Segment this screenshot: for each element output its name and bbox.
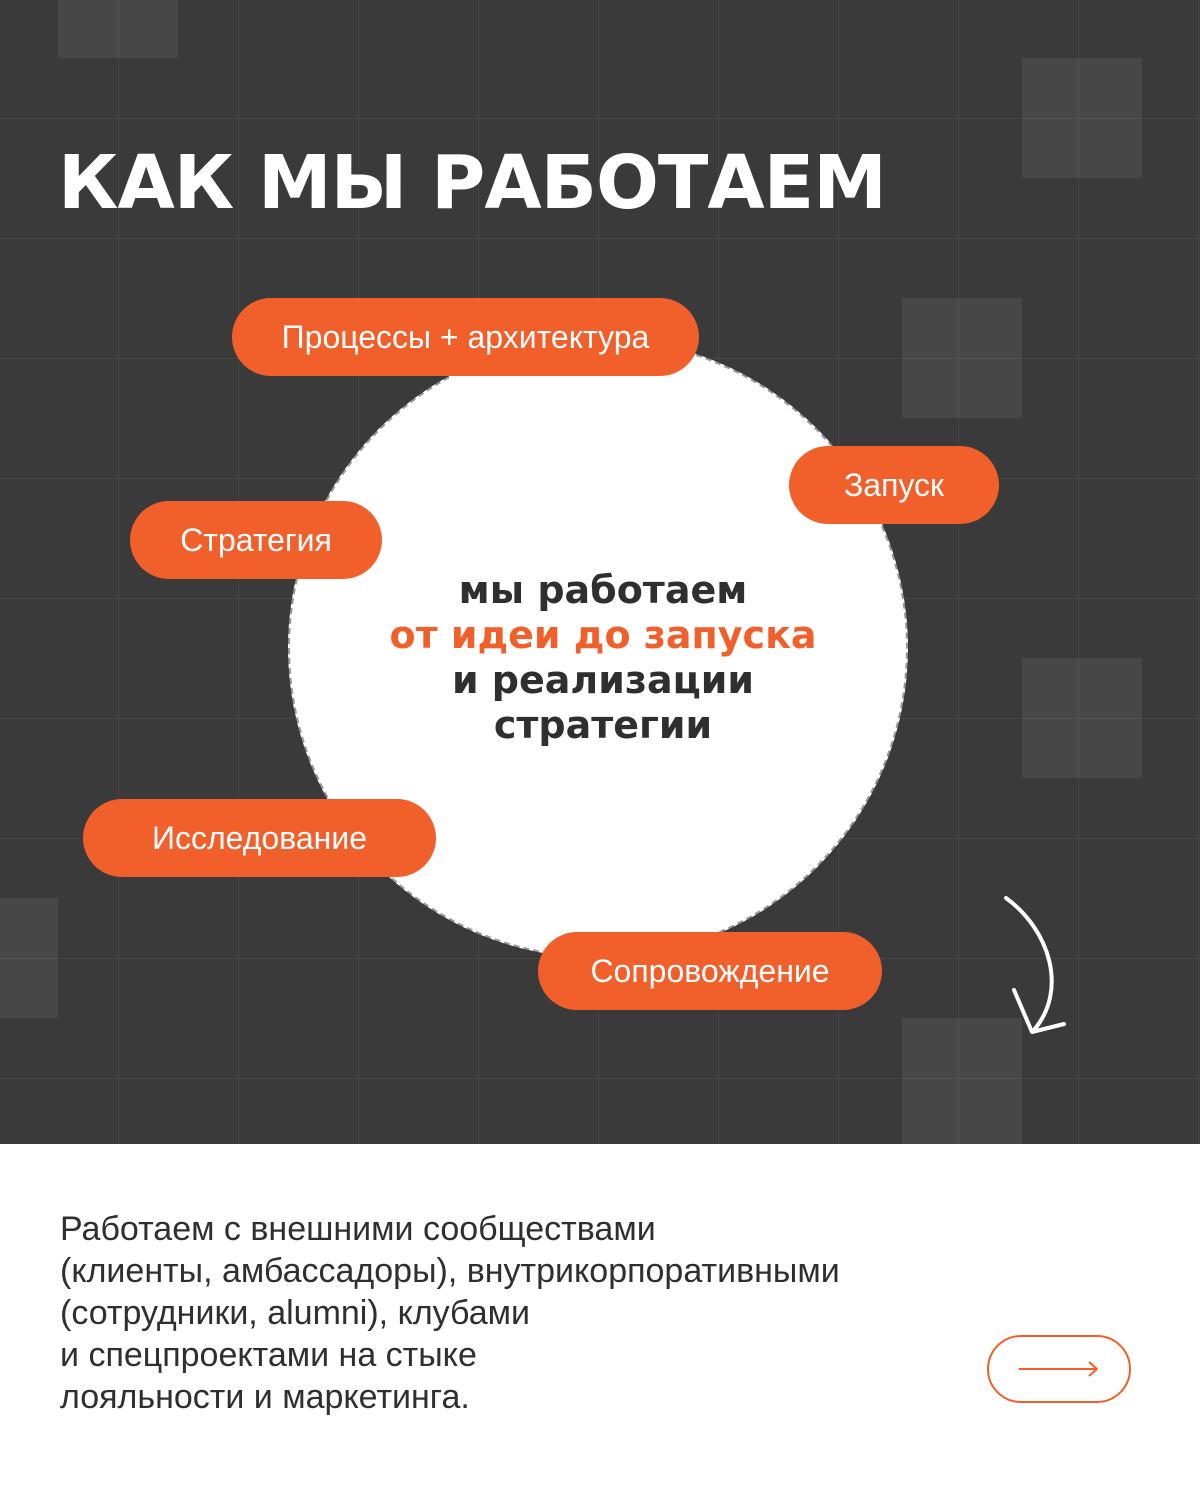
description-line: (сотрудники, alumni), клубами [60, 1294, 531, 1332]
arrow-right-icon [1017, 1359, 1101, 1379]
description-text [60, 1208, 1020, 1418]
page-title: КАК МЫ РАБОТАЕМ [58, 140, 886, 226]
step-pill-support[interactable]: Сопровождение [538, 932, 882, 1010]
grid-tile [0, 898, 58, 1018]
next-button[interactable] [987, 1335, 1131, 1403]
center-line-accent: от идеи до запуска [389, 613, 817, 657]
grid-tile [902, 298, 1022, 418]
description-line: (клиенты, амбассадоры), внутрикорпоративными [60, 1252, 840, 1290]
step-pill-launch[interactable]: Запуск [789, 446, 999, 524]
step-pill-processes[interactable]: Процессы + архитектура [232, 298, 699, 376]
curved-down-arrow-icon [990, 890, 1080, 1050]
grid-tile [1022, 58, 1142, 178]
grid-tile [1022, 658, 1142, 778]
cycle-center-text [298, 568, 908, 748]
grid-tile [58, 0, 178, 58]
center-line-3: и реализации [451, 658, 755, 702]
description-line: лояльности и маркетинга. [60, 1378, 470, 1416]
center-line-1: мы работаем [458, 568, 748, 612]
step-pill-strategy[interactable]: Стратегия [130, 501, 382, 579]
center-line-4: стратегии [493, 703, 713, 747]
description-line: Работаем с внешними сообществами [60, 1210, 656, 1248]
description-line: и спецпроектами на стыке [60, 1336, 477, 1374]
step-pill-research[interactable]: Исследование [83, 799, 436, 877]
